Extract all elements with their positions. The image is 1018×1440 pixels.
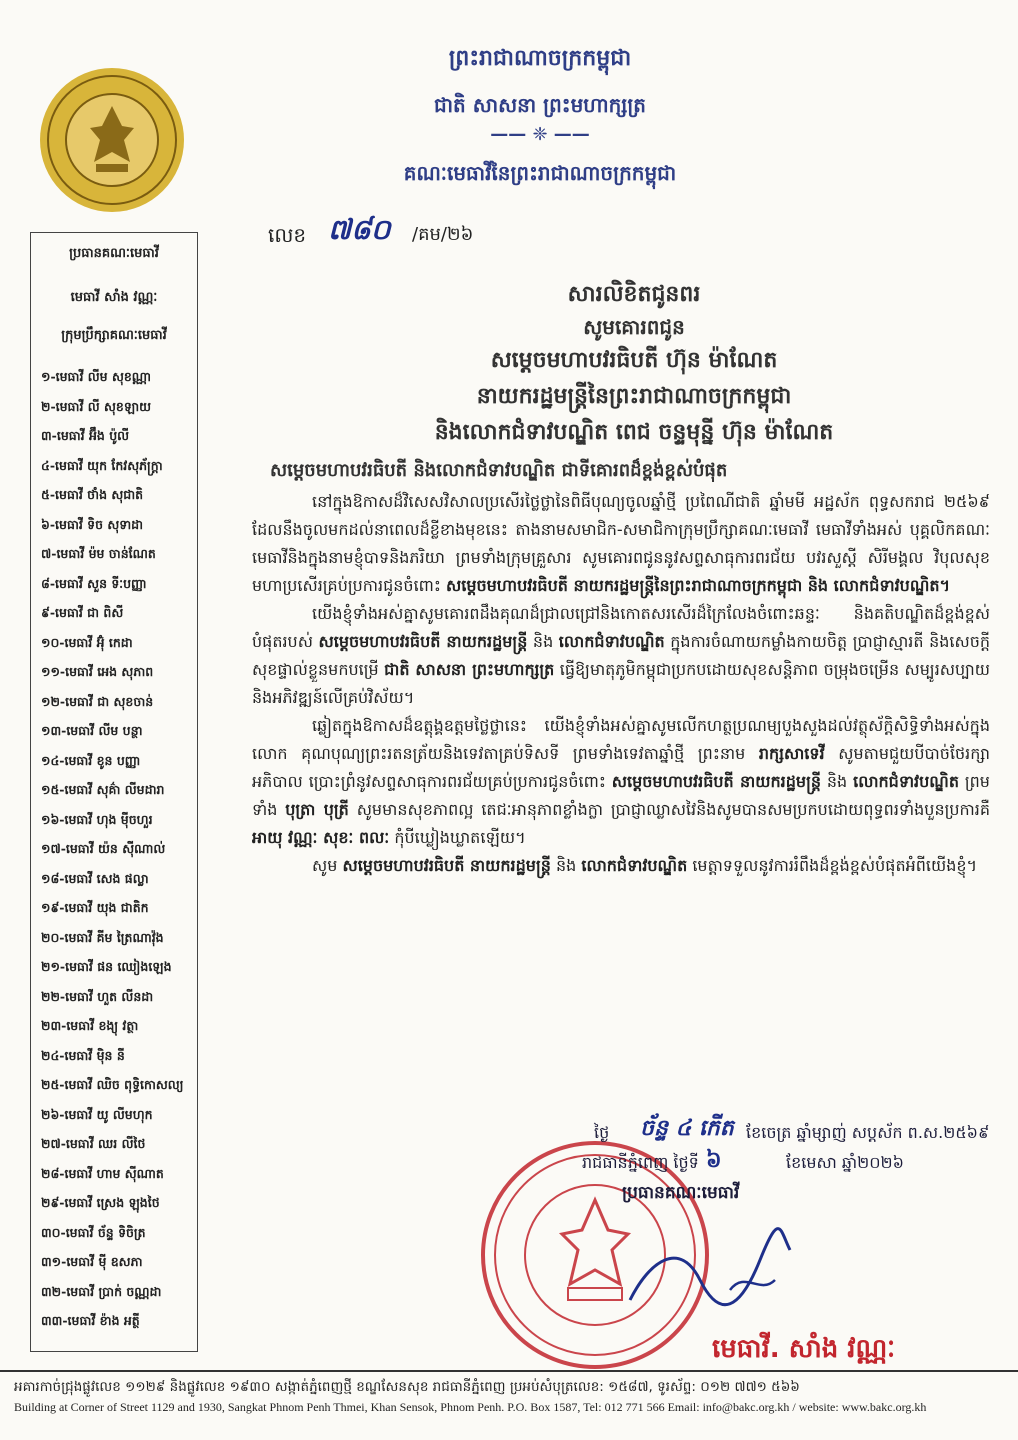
council-member: ១៣-មេធាវី លីម បន្ថា [41, 723, 143, 738]
council-member: ១៦-មេធាវី ហុង ម៉ីចហួរ [41, 811, 153, 827]
p2-bold-3: ជាតិ សាសនា ព្រះមហាក្សត្រ [384, 660, 555, 679]
council-member: ៣០-មេធាវី ច័ន្ទ ទិចិត្រ [41, 1224, 146, 1240]
lunar-date-prefix: ថ្ងៃ [594, 1123, 610, 1142]
p3-bold-4: បុត្រា បុត្រី [285, 800, 349, 819]
p3-bold-2: សម្តេចមហាបវរធិបតី នាយករដ្ឋមន្ត្រី [611, 772, 821, 791]
council-member: ១១-មេធាវី អេង សុភាព [41, 664, 154, 679]
p4-bold-2: លោកជំទាវបណ្ឌិត [581, 856, 688, 875]
council-member: ៣១-មេធាវី ម៉ី ឧសភា [41, 1254, 143, 1269]
lunar-date-handwritten: ច័ន្ទ ៤ កើត [640, 1116, 734, 1141]
p2-text-b: និង [532, 632, 554, 651]
solar-date-handwritten: ៦ [706, 1148, 722, 1173]
p2-bold-1: សម្តេចមហាបវរធិបតី នាយករដ្ឋមន្ត្រី [318, 632, 528, 651]
p3-text-b: សូមតាមជួយបីបាច់ថែរក្សាអភិបាល ប្រោះព្រំនូវសព្ទសាធុការពរជ័យគ្រប់ប្រការជូនចំពោះ [252, 744, 991, 791]
council-member: ២-មេធាវី លី សុខឡាយ [41, 398, 152, 414]
signatory-title: ប្រធានគណៈមេធាវី [622, 1183, 740, 1203]
paragraph-3 [252, 712, 990, 852]
council-member: ២២-មេធាវី ហួត លីនដា [41, 988, 154, 1004]
council-member: ៣៣-មេធាវី ខ៉ាង អត្ថី [41, 1313, 140, 1328]
salutation: សូមគោរពជូន [583, 315, 685, 339]
lunar-date-rest: ខែចេត្រ ឆ្នាំម្សាញ់ សប្តស័ក ព.ស.២៥៦៩ [746, 1123, 990, 1142]
council-member: ២៣-មេធាវី ខង្យុ វត្ថា [41, 1018, 139, 1033]
president-title: ប្រធានគណៈមេធាវី [69, 246, 159, 261]
p3-bold-1: រាក្សសាទេវី [758, 744, 825, 763]
council-member: ១៥-មេធាវី សុគ៌ា លីមដារា [41, 782, 165, 797]
council-member: ១៨-មេធាវី សេង ផល្លា [41, 870, 149, 886]
p3-bold-3: លោកជំទាវបណ្ឌិត [853, 772, 959, 791]
council-member: ២៤-មេធាវី ម៉ិន នី [41, 1047, 125, 1063]
council-member: ១៤-មេធាវី ខូន បញ្ញា [41, 752, 141, 768]
p3-text-c: និង [826, 772, 848, 791]
signer-name: មេធាវី. សាំង វណ្ណៈ [712, 1334, 896, 1364]
p2-bold-2: លោកជំទាវបណ្ឌិត [558, 632, 665, 651]
motto-heading: ជាតិ សាសនា ព្រះមហាក្សត្រ [434, 93, 646, 117]
paragraph-1-text: នៅក្នុងឱកាសដ៏វិសេសវិសាលប្រសើរថ្លៃថ្លានៃពិធីបុណ្យចូលឆ្នាំថ្មី ប្រពៃណីជាតិ ឆ្នាំមមី អដ្ឋស័ក ពុទ្ធសករាជ ២៥៦៩ ដែលនឹងចូលមកដល់នាពេលដ៏ខ្លីខាងមុខនេះ តាងនាមសមាជិក-សមាជិកាក្រុមប្រឹក្សាគណៈមេធាវី មេធាវីទាំងអស់ បុគ្គលិកគណៈមេធាវីនិងក្នុងនាមខ្ញុំបាទនិងភរិយា ព្រមទាំងក្រុមគ្រួសារ សូមគោរពជូននូវសព្ទសាធុការពរជ័យ បវរសួស្តី សិរីមង្គល វិបុលសុខ មហាប្រសើរគ្រប់ប្រការជូនចំពោះ [252, 492, 990, 595]
p4-bold-1: សម្តេចមហាបវរធិបតី នាយករដ្ឋមន្ត្រី [342, 856, 551, 875]
header-ornament: —— ❈ —— [490, 124, 590, 145]
council-member: ២៧-មេធាវី ឈរ លីថៃ [41, 1136, 146, 1151]
p4-text-b: និង [555, 856, 577, 875]
council-sidebar [30, 232, 198, 1352]
council-member: ៩-មេធាវី ជា ពិសី [41, 605, 124, 620]
paragraph-1 [252, 488, 990, 600]
council-member: ១២-មេធាវី ជា សុខចាន់ [41, 693, 154, 709]
p4-text-c: មេត្តាទទួលនូវការរំពឹងដ៏ខ្ពង់ខ្ពស់បំផុតអំពីយើងខ្ញុំ។ [692, 856, 978, 875]
footer-address-english: Building at Corner of Street 1129 and 1930, Sangkat Phnom Penh Thmei, Khan Sensok, Phnom Penh. P.O. Box 1587, Tel: 012 771 566 Email: info@bakc.org.kh / website: www.bakc.org.kh [14, 1400, 927, 1414]
reference-prefix: លេខ [268, 223, 307, 247]
p3-text-d: ព្រមទាំង [252, 772, 990, 819]
council-member: ៨-មេធាវី សួន ទីៈបញ្ញា [41, 575, 147, 591]
footer-address-khmer: អគារកាច់ជ្រុងផ្លូវលេខ ១១២៩ និងផ្លូវលេខ ១៩៣០ សង្កាត់ភ្នំពេញថ្មី ខណ្ឌសែនសុខ រាជធានីភ្នំពេញ ប្រអប់សំបុត្រលេខ: ១៥៨៧, ទូរស័ព្ទ: ០១២ ៧៧១ ៥៦៦ [14, 1379, 800, 1395]
council-member: ៧-មេធាវី ម៉ម ចាន់ណែត [41, 546, 156, 561]
paragraph-1-bold: សម្តេចមហាបវរធិបតី នាយករដ្ឋមន្ត្រីនៃព្រះរាជាណាចក្រកម្ពុជា និង លោកជំទាវបណ្ឌិត។ [446, 576, 951, 595]
council-member: ១៩-មេធាវី យុង ជាតិក [41, 900, 149, 915]
council-member: ២០-មេធាវី គីម ត្រៃណាវ៉ុង [41, 929, 164, 945]
p2-text-d: ធ្វើឱ្យមាតុភូមិកម្ពុជាប្រកបដោយសុខសន្តិភាព ចម្រុងចម្រើន សម្បូរសប្បាយនិងអភិវឌ្ឍន៍លើគ្រប់វិស័យ។ [252, 660, 991, 707]
council-member: ២៦-មេធាវី យូ លីមហុក [41, 1106, 153, 1122]
council-member: ៤-មេធាវី យុក កែវសុភ័ក្ត្រា [41, 457, 163, 473]
addressee-name: សម្តេចមហាបវរធិបតី ហ៊ុន ម៉ាណែត [490, 348, 778, 373]
reference-suffix: /គម/២៦ [412, 224, 474, 245]
footer-divider [0, 1370, 1018, 1372]
letter-body [252, 488, 990, 880]
letter-subtitle: សម្តេចមហាបវរធិបតី និងលោកជំទាវបណ្ឌិត ជាទីគោរពដ៏ខ្ពង់ខ្ពស់បំផុត [270, 460, 728, 481]
p2-text-a: យើងខ្ញុំទាំងអស់គ្នាសូមគោរពដឹងគុណដ៏ជ្រាលជ្រៅនិងកោតសរសើរដ៏ក្រៃលែងចំពោះឆន្ទៈ និងគតិបណ្ឌិតដ៏ខ្ពង់ខ្ពស់បំផុតរបស់ [252, 604, 990, 651]
solar-date-rest: ខែមេសា ឆ្នាំ២០២៦ [786, 1153, 904, 1172]
council-member: ១-មេធាវី លីម សុខណ្ណា [41, 369, 152, 384]
p3-text-e: សូមមានសុខភាពល្អ តេជៈអានុភាពខ្លាំងក្លា ប្រាជ្ញាឈ្លាសវៃនិងសូមបានសមប្រកបដោយពុទ្ធពរទាំងបួនប្រការគឺ [356, 800, 991, 819]
addressee-title: នាយករដ្ឋមន្ត្រីនៃព្រះរាជាណាចក្រកម្ពុជា [476, 384, 792, 409]
president-name: មេធាវី សាំង វណ្ណៈ [70, 290, 158, 305]
council-member: ១៧-មេធាវី យ៉ន ស៊ីណាល់ [41, 841, 166, 856]
paragraph-4 [252, 852, 990, 880]
solar-date-prefix: រាជធានីភ្នំពេញ ថ្ងៃទី [582, 1153, 699, 1172]
handwritten-signature [610, 1200, 800, 1330]
p3-text-f: កុំបីឃ្លៀងឃ្លាតឡើយ។ [394, 828, 526, 847]
kingdom-heading: ព្រះរាជាណាចក្រកម្ពុជា [448, 46, 632, 71]
paragraph-2 [252, 600, 990, 712]
letter-title: សារលិខិតជូនពរ [567, 282, 701, 307]
addressee-spouse: និងលោកជំទាវបណ្ឌិត ពេជ ចន្ទមុន្នី ហ៊ុន ម៉ាណែត [434, 420, 834, 445]
council-member: ២៥-មេធាវី ឈិច ពុទ្ធិកោសល្យ [41, 1077, 184, 1092]
council-member: ៣-មេធាវី អ៊ឹង ប៉ូលី [41, 428, 130, 443]
council-member: ២៩-មេធាវី ស្រេង ឡុងថៃ [41, 1195, 160, 1210]
council-member: ៣២-មេធាវី ប្រាក់ ចណ្ណដា [41, 1283, 162, 1299]
council-title: ក្រុមប្រឹក្សាគណៈមេធាវី [61, 328, 167, 343]
reference-number: ៧៨០ [328, 213, 391, 246]
bar-association-seal-logo [38, 66, 186, 214]
council-member: ៥-មេធាវី ថាំង សុជាតិ [41, 487, 144, 502]
organization-heading: គណៈមេធាវីនៃព្រះរាជាណាចក្រកម្ពុជា [403, 161, 677, 185]
council-member: ១០-មេធាវី អ៊ុំ កេដា [41, 634, 133, 650]
p3-bold-5: អាយុ វណ្ណៈ សុខៈ ពលៈ [252, 828, 390, 847]
p4-text-a: សូម [312, 856, 338, 875]
council-member: ២៨-មេធាវី ហាម ស៊ីណាត [41, 1165, 164, 1181]
council-member: ៦-មេធាវី ទិច សុទាដា [41, 516, 144, 532]
council-member: ២១-មេធាវី ផន ឈៀងឡេង [41, 959, 172, 974]
p3-text-a: ឆ្លៀតក្នុងឱកាសដ៏ឧត្តុង្គឧត្តមថ្លៃថ្លានេះ យើងខ្ញុំទាំងអស់គ្នាសូមលើកហត្ថប្រណម្យបួងសួងដល់វត្ថុស័ក្តិសិទ្ធិទាំងអស់ក្នុងលោក គុណបុណ្យព្រះរតនត្រ័យនិងទេវតាគ្រប់ទិសទី ព្រមទាំងទេវតាឆ្នាំថ្មី ព្រះនាម [252, 716, 990, 763]
p2-text-c: ក្នុងការចំណាយកម្លាំងកាយចិត្ត ប្រាជ្ញាស្មារតី និងសេចក្តីសុខផ្ទាល់ខ្លួនមកបម្រើ [252, 632, 990, 679]
